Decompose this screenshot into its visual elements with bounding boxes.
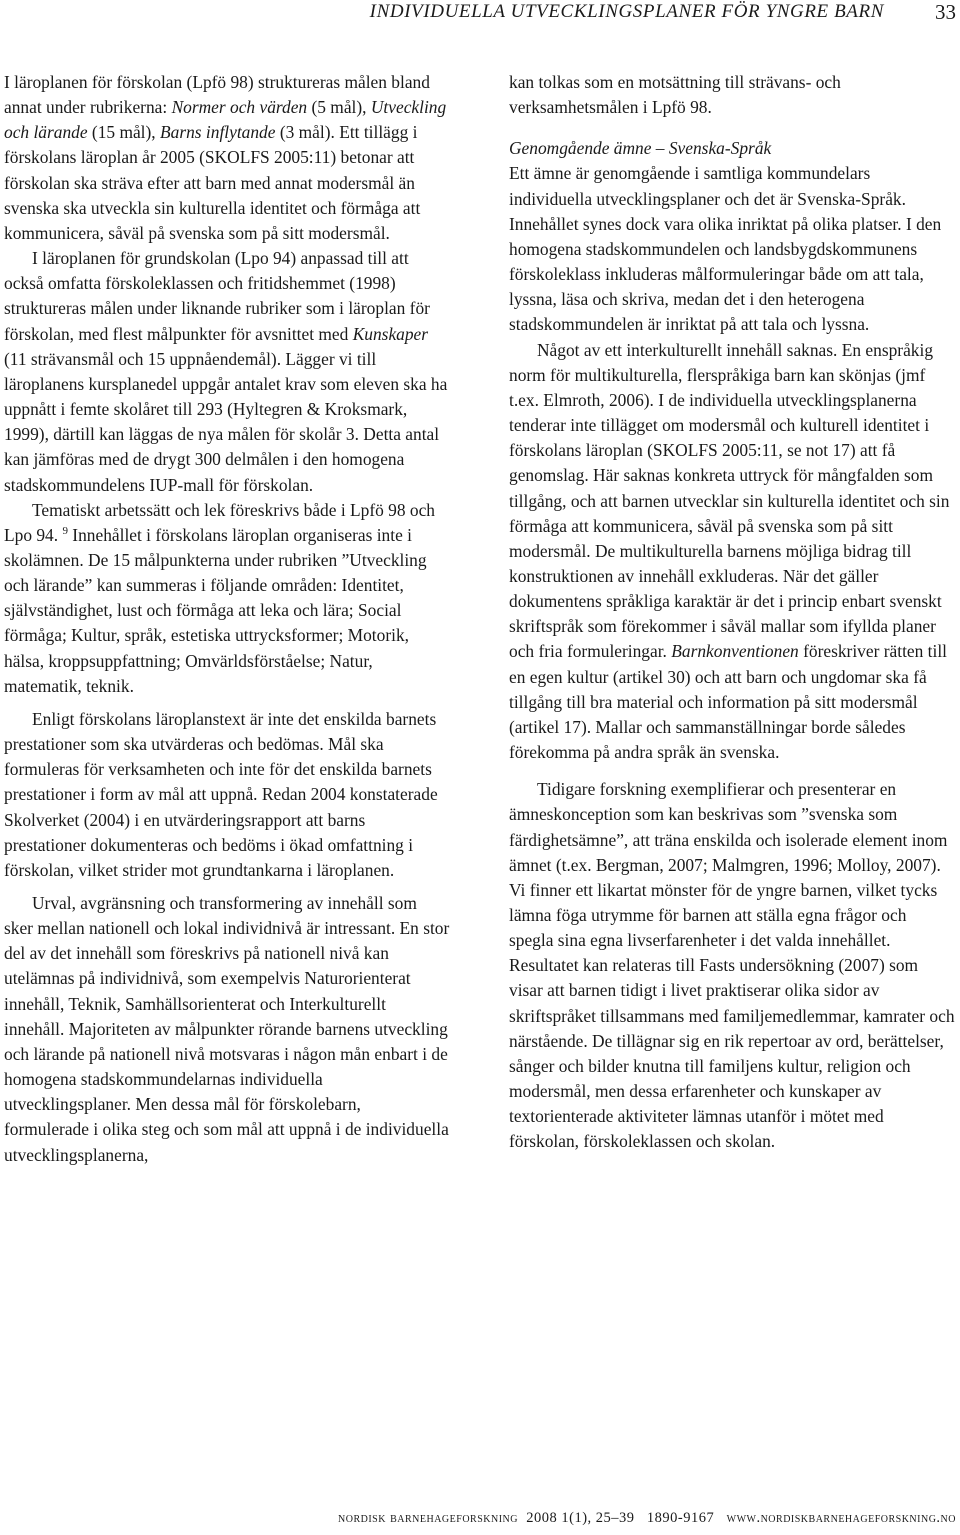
text-run: föreskriver rätten till en egen kultur (artikel 30) och att barn och ungdomar ska få tillgång till bra material och information på sitt modersmål (artikel 17). Mallar och sammanställningar borde således förekomma på andra språk än svenska.	[509, 641, 947, 763]
paragraph-continuation: kan tolkas som en motsättning till strävans- och verksamhetsmålen i Lpfö 98.	[509, 72, 841, 118]
text-run: Något av ett interkulturellt innehåll saknas. En enspråkig norm för multikulturella, flerspråkiga barn kan skönjas (jmf t.ex. Elmroth, 2006). I de individuella utvecklingsplanerna tenderar inte tillägget om modersmål och kulturell identitet i förskolans läroplan (SKOLFS 2005:11, se not 17) att få genomslag. Här saknas konkreta uttryck för mångfalden som tillgång, och att barnen utvecklar sin kulturella identitet och sin förmåga att kommunicera, såväl på svenska som på sitt modersmål. De multikulturella barnens möjliga bidrag till konstruktionen av innehåll exkluderas. När det gäller dokumentens språkliga karaktär är det i princip enbart svenskt skriftspråk som förekommer i såväl mallar som ifyllda planer och fria formuleringar.	[509, 339, 950, 662]
text-run: (3 mål). Ett tillägg i förskolans läroplan år 2005 (SKOLFS 2005:11) betonar att förskolan ska sträva efter att barn med annat modersmål än svenska ska utveckla sin kulturella identitet och förmåga att kommunicera, såväl på svenska som på sitt modersmål.	[4, 122, 421, 243]
paragraph-swedish-subject: Ett ämne är genomgående i samtliga kommundelars individuella utvecklingsplaner och det är Svenska-Språk. Innehållet synes dock vara olika inriktat på olika platser. I den homogena stadskommundelen och landsbygdskommunens förskoleklass inkluderas målformuleringar både om att tala, lyssna, läsa och skriva, medan det i den heterogena stadskommundelen är inriktat på att tala och lyssna.	[509, 163, 942, 335]
paragraph-curriculum-school	[4, 246, 450, 498]
right-column	[509, 70, 955, 1155]
footnote-marker[interactable]: 9	[62, 525, 68, 538]
text-run: Tematiskt arbetssätt och lek föreskrivs både i Lpfö 98 och Lpo 94.	[4, 499, 435, 545]
left-column	[4, 70, 450, 1168]
text-run: I läroplanen för förskolan (Lpfö 98) struktureras målen bland annat under rubrikerna:	[4, 72, 430, 118]
paragraph-thematic-work	[4, 498, 450, 699]
paragraph-assessment: Enligt förskolans läroplanstext är inte det enskilda barnets prestationer som ska utvärderas och bedömas. Mål ska formuleras för verksamheten och inte för det enskilda barnets prestationer i form av mål att uppnå. Redan 2004 konstaterade Skolverket (2004) i en utvärderingsrapport att barns prestationer dokumenteras och bedöms i ökad omfattning i förskolan, vilket strider mot grundtankarna i läroplanen.	[4, 708, 438, 880]
section-subheading: Genomgående ämne – Svenska-Språk	[509, 138, 772, 159]
italic-term: Utveckling och lärande	[4, 97, 447, 143]
journal-issn: 1890-9167	[646, 1510, 715, 1526]
journal-name: nordisk barnehageforskning	[338, 1510, 518, 1526]
italic-term: Normer och värden	[171, 97, 308, 118]
text-run: (5 mål),	[307, 97, 371, 118]
paragraph-curriculum-preschool	[4, 70, 450, 246]
text-run: (11 strävansmål och 15 uppnåendemål). Lägger vi till läroplanens kursplanedel uppgår antalet krav som eleven ska ha uppnått i femte skolåret till 293 (Hyltegren & Kroksmark, 1999), därtill kan läggas de nya målen för skolår 3. Detta antal kan jämföras med de drygt 300 delmålen i den homogena stadskommundelens IUP-mall för förskolan.	[4, 348, 448, 495]
paragraph-intercultural	[509, 338, 955, 766]
running-header	[0, 0, 960, 24]
journal-issue: 2008 1(1), 25–39	[526, 1510, 635, 1526]
paragraph-previous-research: Tidigare forskning exemplifierar och presenterar en ämneskonception som kan beskrivas som ”svenska som färdighetsämne”, att träna enskilda och isolerade element inom ämnet (t.ex. Bergman, 2007; Malmgren, 1996; Molloy, 2007). Vi finner ett likartat mönster för de yngre barnen, vilket tycks lämna föga utrymme för barnen att ställa egna frågor och spegla sina egna livserfarenheter i det valda innehållet. Resultatet kan relateras till Fasts undersökning (2007) som visar att barnen tidigt i livet praktiserar olika sidor av skriftspråket tillsammans med familjemedlemmar, kamrater och närstående. De tillägnar sig en rik repertoar av ord, berättelser, sånger och bilder knutna till familjens kultur, religion och modersmål, men dessa erfarenheter och kunskaper av textorienterade aktiviteter lämnas utanför i mötet med förskolan, förskoleklassen och skolan.	[509, 779, 955, 1152]
italic-term: Barnkonventionen	[671, 641, 799, 662]
text-run: (15 mål),	[87, 122, 161, 143]
page-number: 33	[935, 0, 956, 24]
italic-term: Kunskaper	[352, 323, 429, 344]
italic-term: Barns inflytande	[160, 122, 276, 143]
text-run: I läroplanen för grundskolan (Lpo 94) anpassad till att också omfatta förskoleklassen och fritidshemmet (1998) struktureras målen under liknande rubriker som i läroplan för förskolan, med flest målpunkter för avsnittet med	[4, 248, 430, 344]
paragraph-selection: Urval, avgränsning och transformering av innehåll som sker mellan nationell och lokal individnivå är intressant. En stor del av det innehåll som föreskrivs på nationell nivå kan utelämnas på individnivå, som exempelvis Naturorienterat innehåll, Teknik, Samhällsorienterat och Interkulturellt innehåll. Majoriteten av målpunkter rörande barnens utveckling och lärande på nationell nivå motsvaras i någon mån enbart i de homogena stadskommundelarnas individuella utvecklingsplaner. Men dessa mål för förskolebarn, formulerade i olika steg och som mål att uppnå i de individuella utvecklingsplanerna,	[4, 893, 450, 1165]
footer-citation	[338, 1508, 956, 1528]
text-run: Innehållet i förskolans läroplan organiseras inte i skolämnen. De 15 målpunkterna under rubriken ”Utveckling och lärande” kan summeras i följande områden: Identitet, självständighet, lust och förmåga att leka och lära; Social förmåga; Kultur, språk, estetiska uttrycksformer; Motorik, hälsa, kroppsuppfattning; Omvärldsförståelse; Natur, matematik, teknik.	[4, 524, 427, 696]
running-title: INDIVIDUELLA UTVECKLINGSPLANER FÖR YNGRE BARN	[369, 1, 884, 22]
journal-url[interactable]: www.nordiskbarnehageforskning.no	[726, 1510, 956, 1526]
